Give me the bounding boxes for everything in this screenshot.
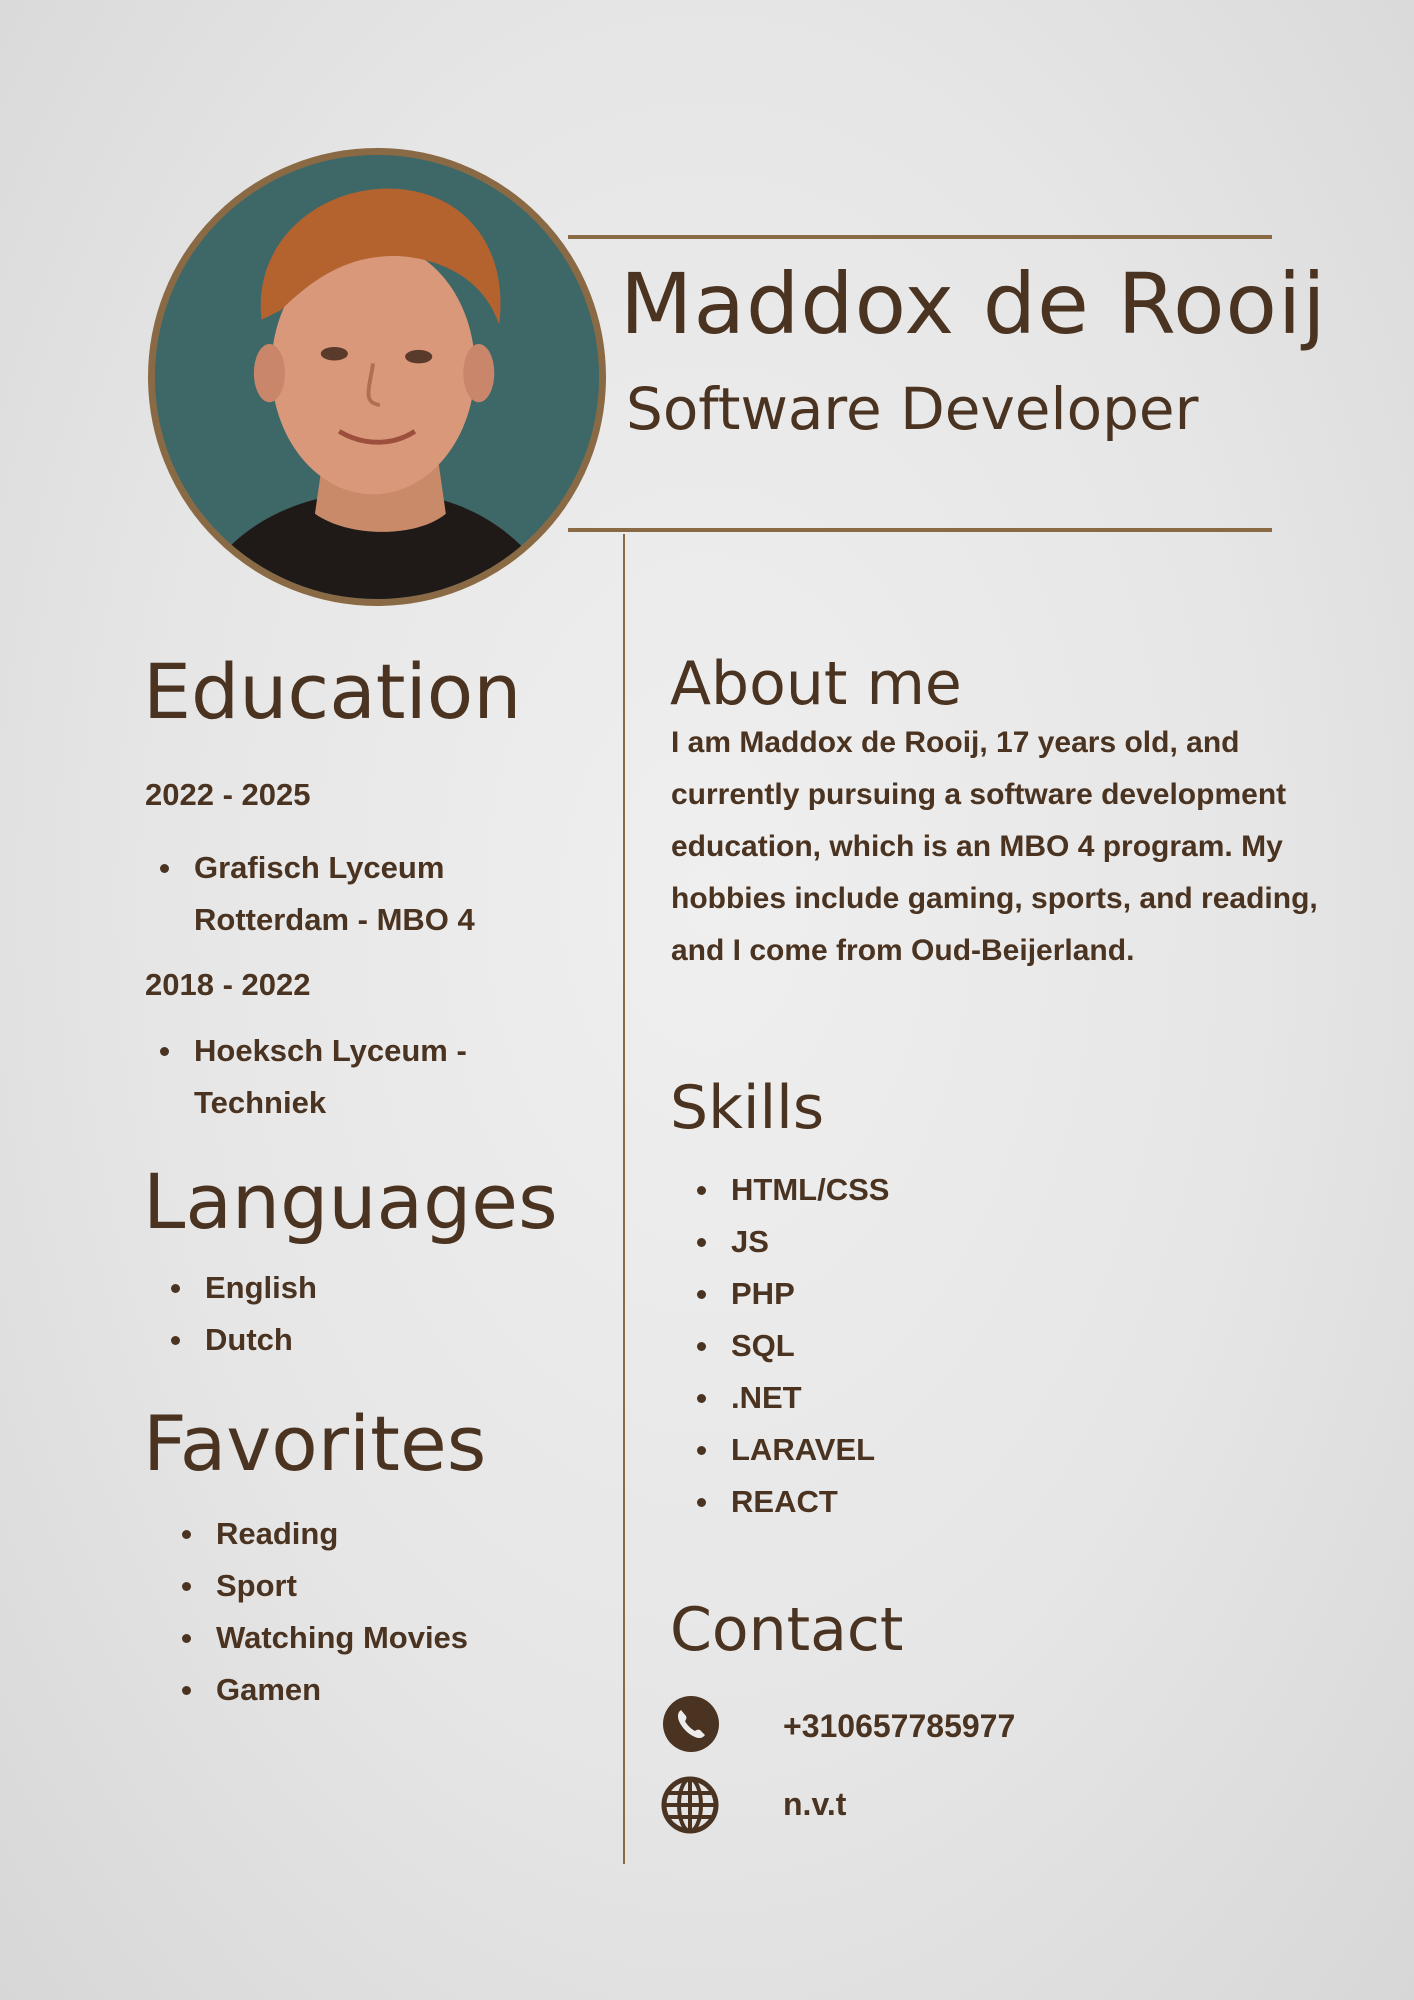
contact-website[interactable]: n.v.t xyxy=(783,1786,847,1822)
skill-item: JS xyxy=(697,1216,889,1268)
language-item: English xyxy=(171,1262,317,1314)
list-item-continuation xyxy=(160,894,475,946)
about-heading: About me xyxy=(670,649,962,719)
job-title: Software Developer xyxy=(626,375,1199,443)
about-text: I am Maddox de Rooij, 17 years old, and currently pursuing a software development education, which is an MBO 4 program. My hobbies include gaming, sports, and reading, and I come from Oud-Beijerland. xyxy=(671,726,1318,967)
favorites-list xyxy=(182,1508,468,1716)
list-item xyxy=(160,1025,467,1077)
skills-list xyxy=(697,1164,889,1528)
education-years-2: 2018 - 2022 xyxy=(145,967,311,1002)
skill-item: LARAVEL xyxy=(697,1424,889,1476)
skill-item: HTML/CSS xyxy=(697,1164,889,1216)
education-list-1 xyxy=(160,842,475,946)
favorite-item: Reading xyxy=(182,1508,468,1560)
header-top-rule xyxy=(568,235,1272,239)
column-divider xyxy=(623,534,625,1864)
skill-item: .NET xyxy=(697,1372,889,1424)
skill-item: SQL xyxy=(697,1320,889,1372)
favorite-item: Watching Movies xyxy=(182,1612,468,1664)
globe-icon xyxy=(661,1776,719,1834)
languages-heading: Languages xyxy=(143,1157,558,1246)
favorites-heading: Favorites xyxy=(143,1399,487,1488)
portrait-photo-icon xyxy=(155,155,599,599)
list-item-continuation xyxy=(160,1077,467,1129)
skill-item: PHP xyxy=(697,1268,889,1320)
skill-item: REACT xyxy=(697,1476,889,1528)
phone-icon xyxy=(662,1695,720,1753)
education-heading: Education xyxy=(143,647,522,736)
education-school-2-line2: Techniek xyxy=(194,1085,327,1120)
education-school-1-line1: Grafisch Lyceum xyxy=(194,850,445,885)
language-item: Dutch xyxy=(171,1314,317,1366)
skills-heading: Skills xyxy=(670,1073,825,1143)
education-school-1-line2: Rotterdam - MBO 4 xyxy=(194,902,475,937)
contact-phone[interactable]: +310657785977 xyxy=(783,1708,1016,1744)
education-school-2-line1: Hoeksch Lyceum - xyxy=(194,1033,467,1068)
favorite-item: Sport xyxy=(182,1560,468,1612)
favorite-item: Gamen xyxy=(182,1664,468,1716)
header-bottom-rule xyxy=(568,528,1272,532)
contact-heading: Contact xyxy=(670,1595,904,1665)
education-years-1: 2022 - 2025 xyxy=(145,777,311,812)
person-name: Maddox de Rooij xyxy=(620,255,1327,353)
list-item xyxy=(160,842,475,894)
profile-photo xyxy=(148,148,606,606)
languages-list xyxy=(171,1262,317,1366)
education-list-2 xyxy=(160,1025,467,1129)
